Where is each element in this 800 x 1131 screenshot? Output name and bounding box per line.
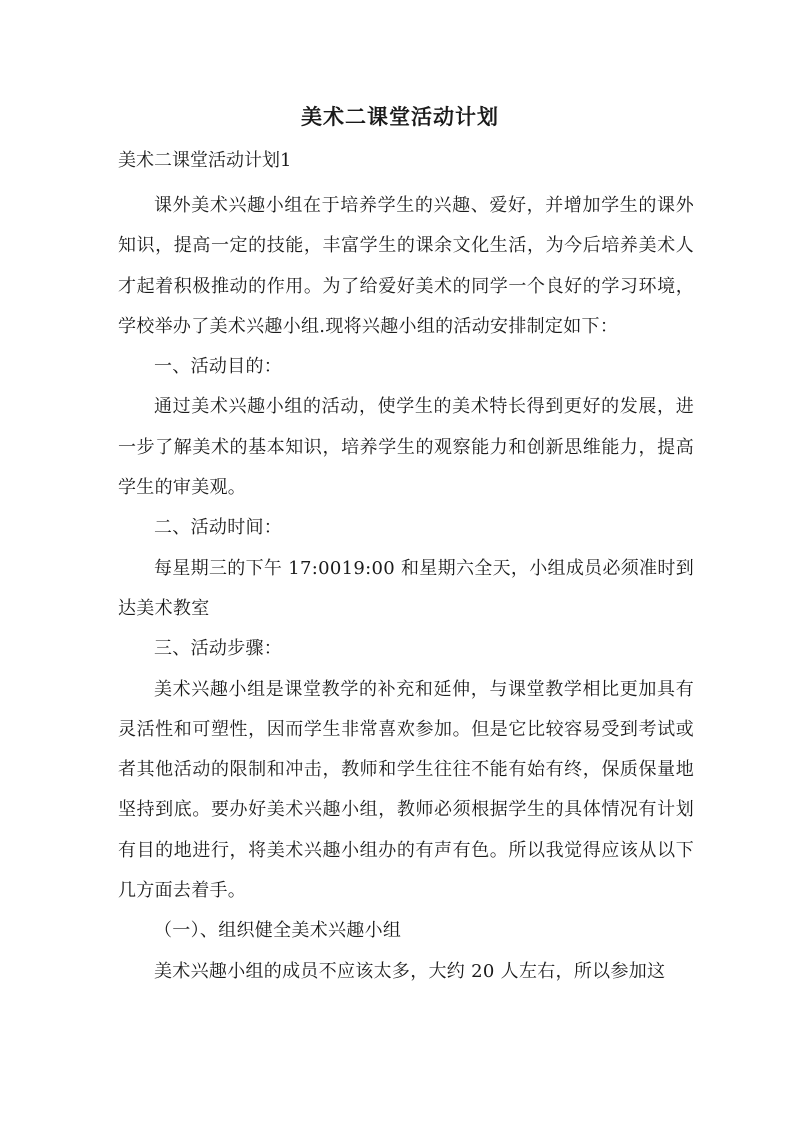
section-heading-steps: 三、活动步骤： (154, 638, 283, 660)
document-subtitle: 美术二课堂活动计划1 (118, 150, 292, 171)
paragraph-time: 每星期三的下午 17:0019:00 和星期六全天，小组成员必须准时到达美术教室 (118, 557, 694, 619)
section-heading-purpose: 一、活动目的： (154, 356, 283, 378)
paragraph-organize: 美术兴趣小组的成员不应该太多，大约 20 人左右，所以参加这 (154, 960, 666, 982)
section-heading-time: 二、活动时间： (154, 517, 283, 539)
document-title: 美术二课堂活动计划 (301, 104, 499, 129)
subsection-heading-organize: （一）、组织健全美术兴趣小组 (154, 920, 402, 942)
document-body (118, 186, 694, 992)
paragraph-steps: 美术兴趣小组是课堂教学的补充和延伸，与课堂教学相比更加具有灵活性和可塑性，因而学生非常喜欢参加。但是它比较容易受到考试或者其他活动的限制和冲击，教师和学生往往不能有始有终，保质保量地坚持到底。要办好美术兴趣小组，教师必须根据学生的具体情况有计划有目的地进行，将美术兴趣小组办的有声有色。所以我觉得应该从以下几方面去着手。 (118, 678, 694, 902)
paragraph-intro: 课外美术兴趣小组在于培养学生的兴趣、爱好，并增加学生的课外知识，提高一定的技能，丰富学生的课余文化生活，为今后培养美术人才起着积极推动的作用。为了给爱好美术的同学一个良好的学习环境，学校举办了美术兴趣小组.现将兴趣小组的活动安排制定如下： (118, 195, 694, 337)
paragraph-purpose: 通过美术兴趣小组的活动，使学生的美术特长得到更好的发展，进一步了解美术的基本知识，培养学生的观察能力和创新思维能力，提高学生的审美观。 (118, 396, 694, 499)
